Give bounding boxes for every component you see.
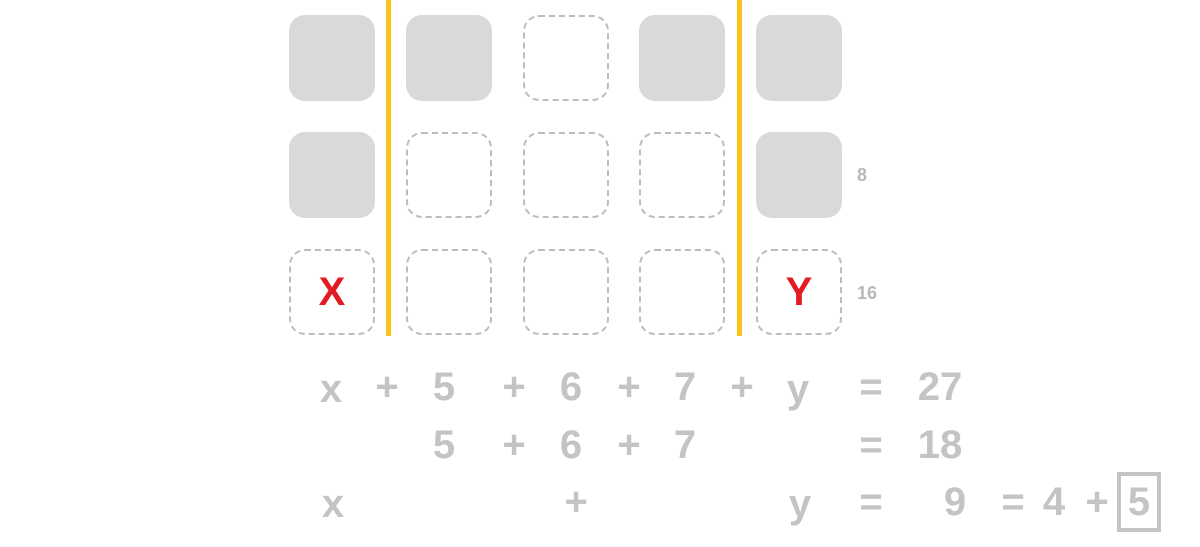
eq3-plus: + (564, 480, 588, 524)
row-label-16: 16 (857, 283, 878, 303)
tile-r1-c5 (756, 15, 842, 101)
eq3-y: y (788, 482, 812, 526)
eq1-equals: = (859, 365, 883, 409)
eq2-plus: + (617, 423, 641, 467)
eq1-plus: + (375, 365, 399, 409)
eq3-equals: = (859, 480, 883, 524)
tile-r2-c4 (639, 132, 725, 218)
tile-r3-c1 (289, 249, 375, 335)
tile-r1-c4 (639, 15, 725, 101)
eq3-4: 4 (1042, 480, 1066, 524)
tile-r2-c2 (406, 132, 492, 218)
eq2-6: 6 (559, 423, 583, 467)
divider-right (737, 0, 742, 336)
eq2-7: 7 (673, 423, 697, 467)
answer-box: 5 (1117, 472, 1161, 532)
eq1-27: 27 (917, 365, 963, 409)
mark-x: X (318, 270, 346, 314)
eq1-x: x (319, 367, 343, 411)
eq2-equals: = (859, 423, 883, 467)
eq1-6: 6 (559, 365, 583, 409)
eq3-9: 9 (943, 480, 967, 524)
eq2-plus: + (502, 423, 526, 467)
tile-r3-c3 (523, 249, 609, 335)
eq1-plus: + (617, 365, 641, 409)
eq3-equals-2: = (1001, 480, 1025, 524)
eq1-7: 7 (673, 365, 697, 409)
tile-r1-c3 (523, 15, 609, 101)
eq2-5: 5 (432, 423, 456, 467)
tile-r3-c2 (406, 249, 492, 335)
tile-r2-c3 (523, 132, 609, 218)
tile-r3-c5 (756, 249, 842, 335)
eq1-plus: + (730, 365, 754, 409)
eq3-plus-2: + (1085, 480, 1109, 524)
divider-left (386, 0, 391, 336)
tile-r3-c4 (639, 249, 725, 335)
tile-r1-c2 (406, 15, 492, 101)
row-label-8: 8 (857, 165, 868, 185)
mark-y: Y (785, 270, 813, 314)
tile-r1-c1 (289, 15, 375, 101)
eq1-5: 5 (432, 365, 456, 409)
tile-r2-c1 (289, 132, 375, 218)
eq1-y: y (786, 367, 810, 411)
tile-r2-c5 (756, 132, 842, 218)
eq1-plus: + (502, 365, 526, 409)
eq2-18: 18 (917, 423, 963, 467)
eq3-x: x (321, 482, 345, 526)
